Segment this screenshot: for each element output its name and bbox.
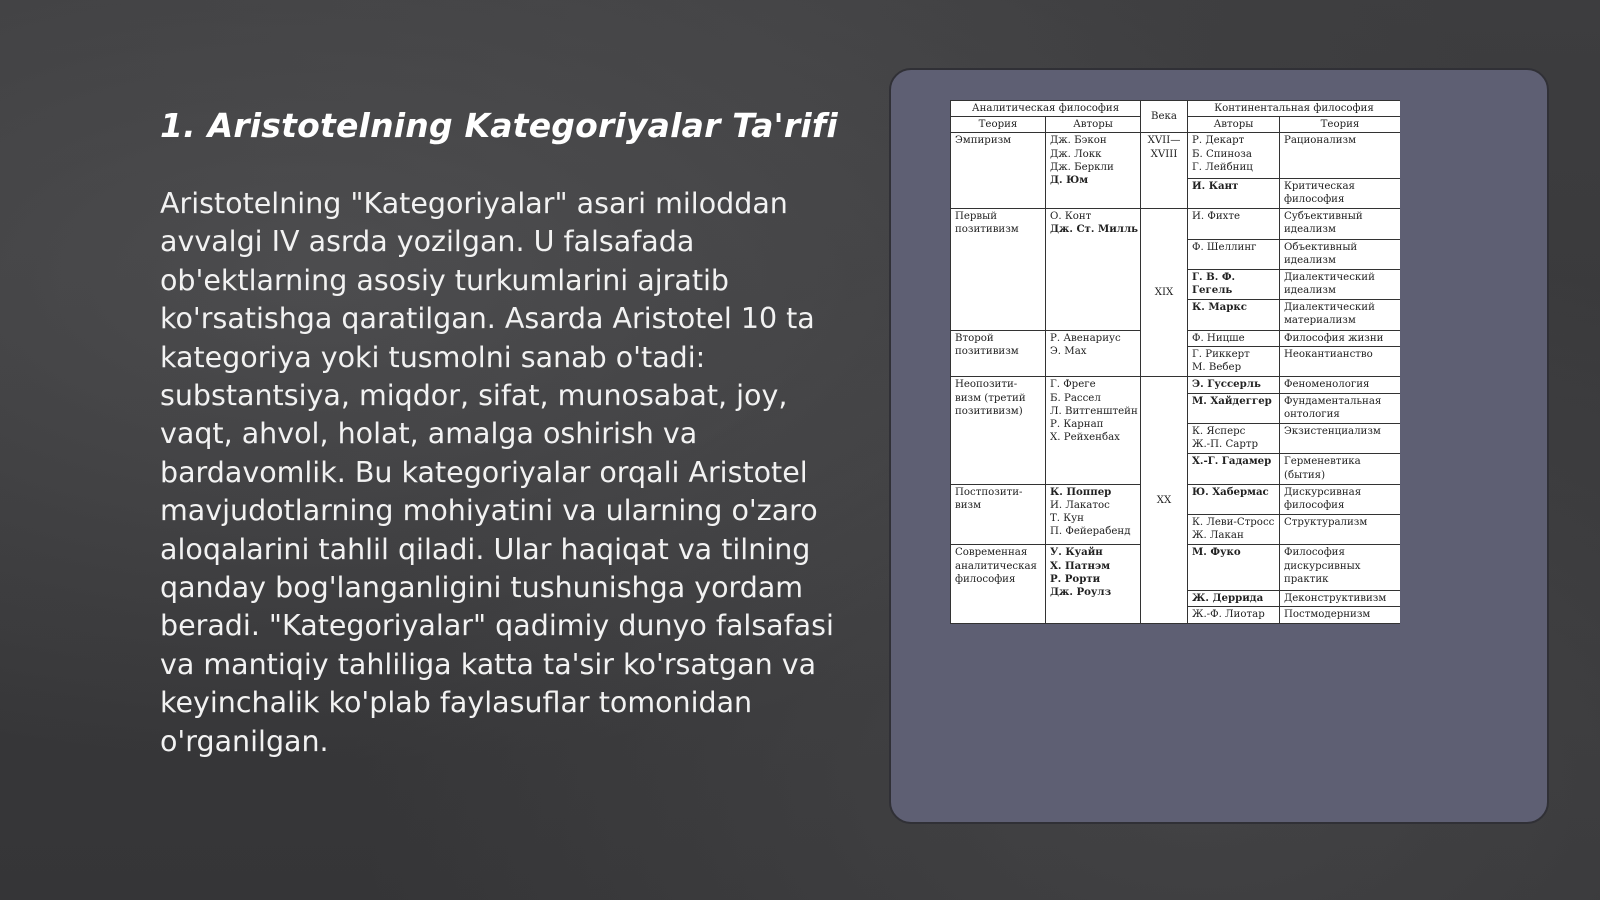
left-author: П. Фейерабенд: [1050, 526, 1131, 538]
right-authors-cell: [1188, 424, 1280, 454]
century-label: XVIII: [1150, 148, 1178, 160]
right-author: Ж. Лакан: [1192, 530, 1244, 542]
left-author: Р. Авенариус: [1050, 332, 1121, 344]
left-authors-cell: [1046, 377, 1141, 484]
header-authors-continental: Авторы: [1188, 117, 1280, 133]
left-author: К. Поппер: [1050, 485, 1112, 498]
right-theory-cell: Постмодернизм: [1280, 607, 1401, 624]
century-cell: XX: [1141, 377, 1188, 624]
left-author: Р. Карнап: [1050, 418, 1104, 430]
right-theory-cell: Неокантианство: [1280, 347, 1401, 377]
right-author: Г. Риккерт: [1192, 349, 1250, 361]
header-centuries: Века: [1141, 101, 1188, 133]
right-theory-cell: Фундаментальная онтология: [1280, 393, 1401, 423]
right-authors-cell: Г. В. Ф. Гегель: [1188, 269, 1280, 299]
left-authors-cell: [1046, 330, 1141, 377]
left-author: Дж. Ст. Милль: [1050, 223, 1139, 236]
right-author: М. Вебер: [1192, 362, 1242, 374]
right-author: К. Леви-Стросс: [1192, 517, 1275, 529]
right-theory-cell: Рационализм: [1280, 133, 1401, 179]
slide-title: 1. Aristotelning Kategoriyalar Ta'rifi: [160, 106, 838, 145]
right-authors-cell: [1188, 347, 1280, 377]
right-authors-cell: [1188, 133, 1280, 179]
left-authors-cell: [1046, 545, 1141, 624]
left-theory: Эмпиризм: [955, 135, 1012, 147]
left-authors-cell: [1046, 209, 1141, 330]
left-theory-cell: Неопозити-визм (третий позитивизм): [951, 377, 1046, 484]
left-author: Э. Мах: [1050, 345, 1087, 357]
right-authors-cell: Ж. Деррида: [1188, 591, 1280, 607]
right-authors-cell: Ж.-Ф. Лиотар: [1188, 607, 1280, 624]
right-author: Г. Лейбниц: [1192, 161, 1253, 173]
right-theory-cell: Структурализм: [1280, 515, 1401, 545]
header-theory: Теория: [951, 117, 1046, 133]
header-authors: Авторы: [1046, 117, 1141, 133]
right-author: Ж.-П. Сартр: [1192, 439, 1259, 451]
right-theory-cell: Объективный идеализм: [1280, 239, 1401, 269]
right-theory-cell: Экзистенциализм: [1280, 424, 1401, 454]
right-authors-cell: Х.-Г. Гадамер: [1188, 454, 1280, 484]
right-authors-cell: Э. Гуссерль: [1188, 377, 1280, 393]
left-author: Л. Витгенштейн: [1050, 405, 1138, 417]
header-continental: Континентальная философия: [1188, 101, 1401, 117]
left-author: Х. Патнэм: [1050, 559, 1111, 572]
right-theory-cell: Философия жизни: [1280, 330, 1401, 346]
left-author: У. Куайн: [1050, 546, 1103, 559]
right-authors-cell: М. Хайдеггер: [1188, 393, 1280, 423]
left-author: Б. Рассел: [1050, 392, 1101, 404]
left-theory-cell: Второй позитивизм: [951, 330, 1046, 377]
left-author: Дж. Локк: [1050, 148, 1102, 160]
right-theory-cell: Диалектический материализм: [1280, 300, 1401, 330]
header-analytic: Аналитическая философия: [951, 101, 1141, 117]
century-cell: [1141, 133, 1188, 209]
left-author: И. Лакатос: [1050, 499, 1110, 511]
left-author: Х. Рейхенбах: [1050, 432, 1120, 444]
left-author: Дж. Бэкон: [1050, 135, 1107, 147]
left-author: Г. Фреге: [1050, 379, 1096, 391]
left-authors-cell: [1046, 133, 1141, 209]
right-authors-cell: [1188, 515, 1280, 545]
right-author: Р. Декарт: [1192, 135, 1245, 147]
left-author: Дж. Роулз: [1050, 586, 1112, 599]
slide-body-text: Aristotelning "Kategoriyalar" asari miloddan avvalgi IV asrda yozilgan. U falsafada ob'ektlarning asosiy turkumlarini ajratib ko'rsatishga qaratilgan. Asarda Aristotel 10 ta kategoriya yoki tusmolni sanab o'tadi: substantsiya, miqdor, sifat, munosabat, joy, vaqt, ahvol, holat, amalga oshirish va bardavomlik. Bu kategoriyalar orqali Aristotel mavjudotlarning mohiyatini va ularning o'zaro aloqalarini tahlil qiladi. Ular haqiqat va tilning qanday bog'langanligini tushunishga yordam beradi. "Kategoriyalar" qadimiy dunyo falsafasi va mantiqiy tahliliga katta ta'sir ko'rsatgan va keyinchalik ko'plab faylasuflar tomonidan o'rganilgan.: [160, 187, 834, 758]
left-author: Д. Юм: [1050, 173, 1089, 186]
left-author: Т. Кун: [1050, 513, 1084, 525]
right-authors-cell: Ф. Ницше: [1188, 330, 1280, 346]
right-authors-cell: И. Фихте: [1188, 209, 1280, 239]
right-theory-cell: Субъективный идеализм: [1280, 209, 1401, 239]
right-author: Б. Спиноза: [1192, 148, 1252, 160]
right-theory-cell: Герменевтика (бытия): [1280, 454, 1401, 484]
left-author: Р. Рорти: [1050, 572, 1101, 585]
right-author: К. Ясперс: [1192, 426, 1246, 438]
right-authors-cell: И. Кант: [1188, 178, 1280, 208]
right-theory-cell: Дискурсивная философия: [1280, 484, 1401, 514]
right-theory-cell: Философия дискурсивных практик: [1280, 545, 1401, 591]
right-theory-cell: Деконструктивизм: [1280, 591, 1401, 607]
philosophy-table: [950, 100, 1400, 624]
left-theory-cell: Постпозити-визм: [951, 484, 1046, 545]
right-theory-cell: Критическая философия: [1280, 178, 1401, 208]
century-label: XVII—: [1147, 135, 1181, 147]
right-theory-cell: Феноменология: [1280, 377, 1401, 393]
left-authors-cell: [1046, 484, 1141, 545]
left-theory-cell: Современная аналитическая философия: [951, 545, 1046, 624]
header-theory-continental: Теория: [1280, 117, 1401, 133]
century-cell: XIX: [1141, 209, 1188, 377]
right-authors-cell: Ю. Хабермас: [1188, 484, 1280, 514]
right-authors-cell: М. Фуко: [1188, 545, 1280, 591]
left-theory-cell: [951, 133, 1046, 209]
left-author: Дж. Беркли: [1050, 161, 1114, 173]
left-author: О. Конт: [1050, 211, 1092, 223]
right-authors-cell: К. Маркс: [1188, 300, 1280, 330]
philosophy-table-image: [950, 100, 1400, 624]
right-authors-cell: Ф. Шеллинг: [1188, 239, 1280, 269]
left-theory-cell: Первый позитивизм: [951, 209, 1046, 330]
right-theory-cell: Диалектический идеализм: [1280, 269, 1401, 299]
